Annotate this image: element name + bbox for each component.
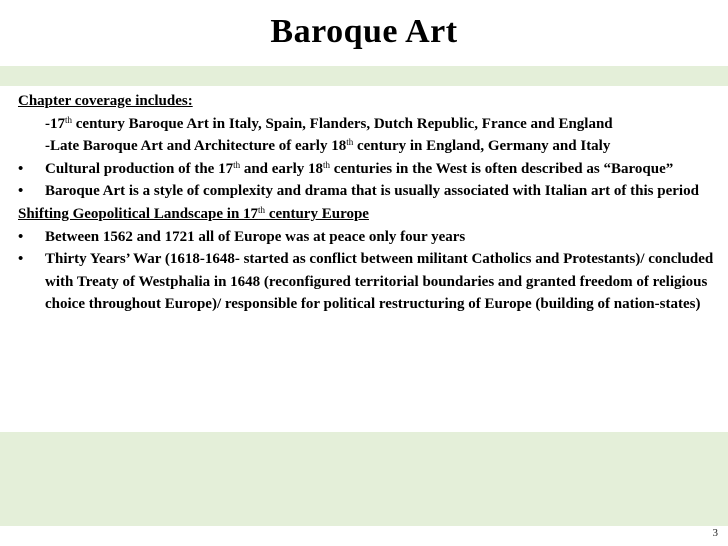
bullet-cultural-production: • Cultural production of the 17th and early 18th centuries in the West is often described as “Baroque” [18,158,718,181]
slide-body [18,90,718,316]
bullet-peace-years: • Between 1562 and 1721 all of Europe was at peace only four years [18,226,718,249]
bullet-baroque-style: • Baroque Art is a style of complexity and drama that is usually associated with Italian art of this period [18,180,718,203]
footer-band [0,432,728,526]
chapter-coverage-heading: Chapter coverage includes: [18,93,193,109]
bullet-icon: • [18,251,24,268]
coverage-item-17th: -17th century Baroque Art in Italy, Spain, Flanders, Dutch Republic, France and England [45,114,613,132]
geopolitical-heading: Shifting Geopolitical Landscape in 17th century Europe [18,204,369,222]
bullet-icon: • [18,183,24,200]
coverage-item-late-baroque: -Late Baroque Art and Architecture of early 18th century in England, Germany and Italy [45,137,611,155]
page-number: 3 [712,527,718,539]
bullet-icon: • [18,160,24,177]
header-band [0,66,728,86]
bullet-thirty-years-war: • Thirty Years’ War (1618-1648- started as conflict between militant Catholics and Protestants)/ concluded with Treaty of Westphalia in 1648 (reconfigured territorial boundaries and granted freedom of religious choice throughout Europe)/ responsible for political restructuring of Europe (building of nation-states) [18,248,718,316]
bullet-icon: • [18,228,24,245]
slide-title: Baroque Art [270,13,458,50]
